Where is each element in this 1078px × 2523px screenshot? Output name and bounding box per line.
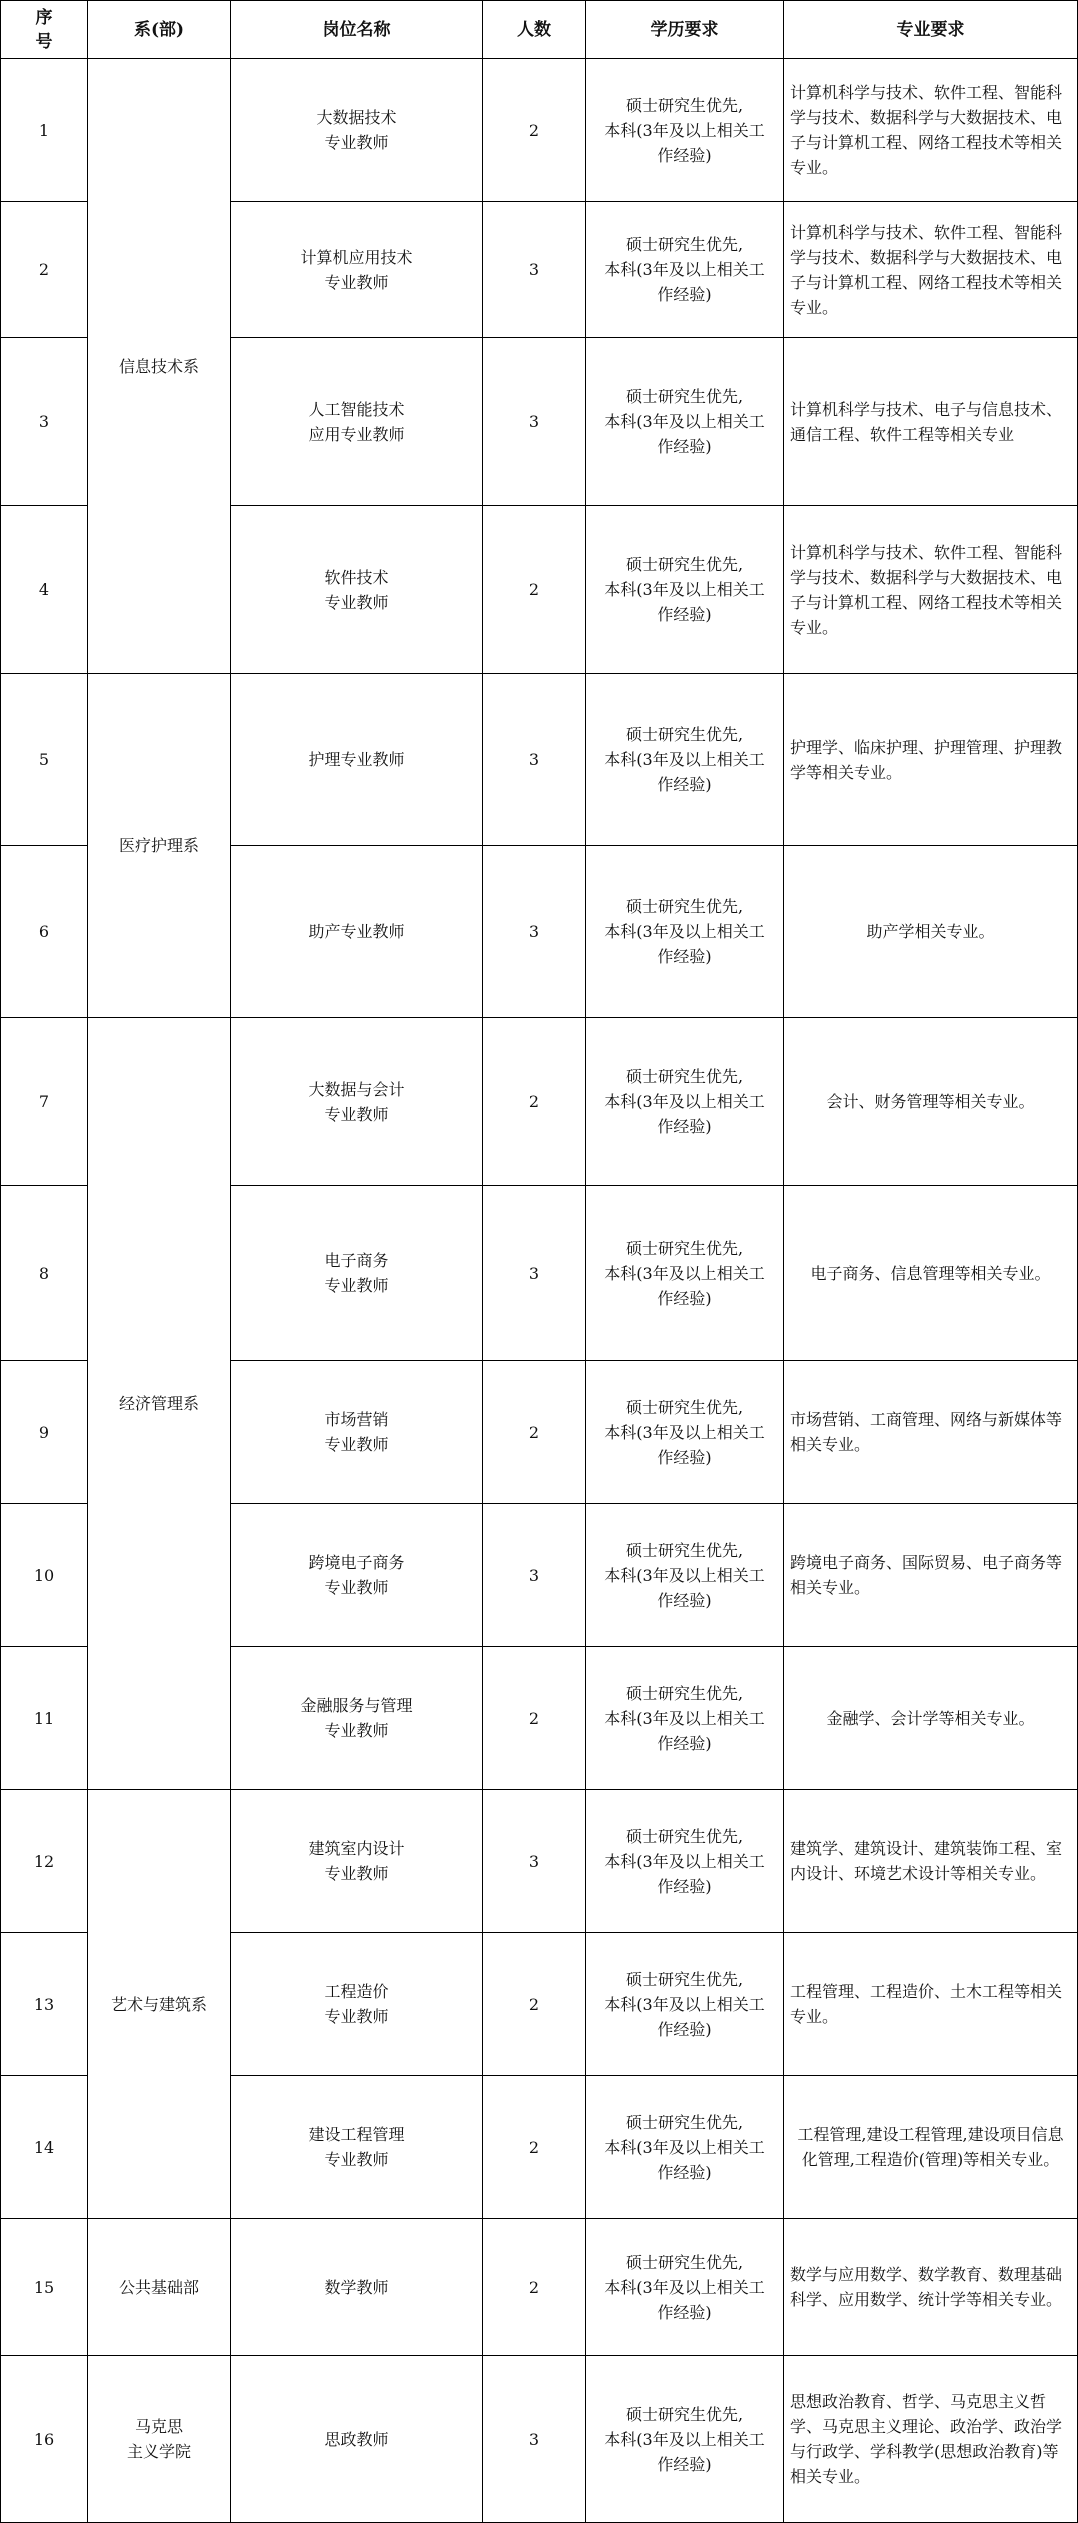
line-text: 作经验) (657, 2162, 712, 2182)
header-major: 专业要求 (784, 1, 1078, 59)
cell-major: 助产学相关专业。 (784, 846, 1078, 1018)
line-text: 硕士研究生优先, (625, 2404, 744, 2424)
cell-seq: 12 (1, 1790, 88, 1933)
line-text: 作经验) (657, 2454, 712, 2474)
cell-major: 工程管理、工程造价、土木工程等相关专业。 (784, 1933, 1078, 2076)
cell-education (586, 2356, 784, 2523)
line-text: 本科(3年及以上相关工 (604, 2429, 765, 2449)
cell-position (231, 846, 483, 1018)
line-text: 本科(3年及以上相关工 (604, 2137, 765, 2157)
cell-seq: 8 (1, 1186, 88, 1361)
line-text: 硕士研究生优先, (625, 1540, 744, 1560)
cell-major: 计算机科学与技术、软件工程、智能科学与技术、数据科学与大数据技术、电子与计算机工程、网络工程技术等相关专业。 (784, 59, 1078, 202)
cell-position (231, 2219, 483, 2356)
cell-education (586, 2219, 784, 2356)
cell-seq: 5 (1, 674, 88, 846)
header-row (1, 1, 1078, 59)
header-seq: 序 号 (1, 1, 88, 59)
line-text: 专业教师 (324, 1578, 389, 1597)
cell-dept (88, 59, 231, 674)
line-text: 专业教师 (324, 2007, 389, 2026)
cell-education (586, 1018, 784, 1186)
cell-seq: 10 (1, 1504, 88, 1647)
cell-count: 3 (483, 202, 586, 338)
line-text: 作经验) (657, 437, 712, 456)
line-text: 作经验) (657, 1590, 712, 1610)
table-row (1, 2219, 1078, 2356)
line-text: 专业教师 (324, 133, 389, 152)
line-text: 硕士研究生优先, (625, 2252, 744, 2272)
line-text: 马克思 (134, 2417, 183, 2436)
header-position: 岗位名称 (231, 1, 483, 59)
line-text: 本科(3年及以上相关工 (604, 2277, 765, 2297)
line-text: 作经验) (657, 775, 712, 794)
cell-seq: 1 (1, 59, 88, 202)
cell-count: 2 (483, 1018, 586, 1186)
table-row (1, 1790, 1078, 1933)
cell-count: 3 (483, 338, 586, 506)
cell-major: 计算机科学与技术、电子与信息技术、通信工程、软件工程等相关专业 (784, 338, 1078, 506)
table-row (1, 674, 1078, 846)
line-text: 作经验) (657, 285, 712, 304)
cell-seq: 9 (1, 1361, 88, 1504)
cell-count: 2 (483, 1647, 586, 1790)
cell-major: 计算机科学与技术、软件工程、智能科学与技术、数据科学与大数据技术、电子与计算机工程、网络工程技术等相关专业。 (784, 506, 1078, 674)
cell-major: 护理学、临床护理、护理管理、护理教学等相关专业。 (784, 674, 1078, 846)
cell-position (231, 2076, 483, 2219)
cell-major: 思想政治教育、哲学、马克思主义哲学、马克思主义理论、政治学、政治学与行政学、学科教学(思想政治教育)等相关专业。 (784, 2356, 1078, 2523)
cell-seq: 11 (1, 1647, 88, 1790)
line-text: 硕士研究生优先, (625, 235, 744, 254)
line-text: 本科(3年及以上相关工 (604, 1851, 765, 1871)
cell-position (231, 1647, 483, 1790)
cell-seq: 15 (1, 2219, 88, 2356)
cell-position (231, 1018, 483, 1186)
table-row (1, 2356, 1078, 2523)
line-text: 市场营销 (324, 1410, 389, 1429)
line-text: 工程造价 (324, 1982, 389, 2001)
line-text: 硕士研究生优先, (625, 1826, 744, 1846)
line-text: 经济管理系 (118, 1394, 199, 1413)
line-text: 作经验) (657, 1733, 712, 1753)
cell-count: 2 (483, 2076, 586, 2219)
line-text: 本科(3年及以上相关工 (604, 1092, 765, 1111)
cell-count: 2 (483, 506, 586, 674)
line-text: 专业教师 (324, 1435, 389, 1454)
line-text: 电子商务 (324, 1251, 389, 1270)
line-text: 硕士研究生优先, (625, 897, 744, 916)
line-text: 专业教师 (324, 1721, 389, 1740)
table-row (1, 59, 1078, 202)
line-text: 硕士研究生优先, (625, 725, 744, 744)
cell-education (586, 338, 784, 506)
cell-count: 2 (483, 59, 586, 202)
line-text: 作经验) (657, 1288, 712, 1308)
line-text: 本科(3年及以上相关工 (604, 922, 765, 941)
cell-dept (88, 1018, 231, 1790)
line-text: 作经验) (657, 1447, 712, 1467)
line-text: 本科(3年及以上相关工 (604, 1708, 765, 1728)
cell-seq: 7 (1, 1018, 88, 1186)
cell-position (231, 59, 483, 202)
line-text: 硕士研究生优先, (625, 1683, 744, 1703)
header-dept: 系(部) (88, 1, 231, 59)
cell-count: 3 (483, 1790, 586, 1933)
cell-education (586, 1361, 784, 1504)
line-text: 艺术与建筑系 (110, 1994, 207, 2014)
line-text: 硕士研究生优先, (625, 1067, 744, 1086)
line-text: 助产专业教师 (308, 922, 405, 941)
cell-seq: 13 (1, 1933, 88, 2076)
cell-seq: 16 (1, 2356, 88, 2523)
cell-position (231, 674, 483, 846)
line-text: 本科(3年及以上相关工 (604, 750, 765, 769)
line-text: 跨境电子商务 (308, 1553, 405, 1572)
cell-count: 2 (483, 2219, 586, 2356)
cell-count: 3 (483, 674, 586, 846)
cell-position (231, 1186, 483, 1361)
cell-education (586, 1186, 784, 1361)
cell-major: 金融学、会计学等相关专业。 (784, 1647, 1078, 1790)
line-text: 作经验) (657, 1117, 712, 1136)
cell-position (231, 1790, 483, 1933)
line-text: 医疗护理系 (118, 836, 199, 855)
cell-position (231, 506, 483, 674)
line-text: 作经验) (657, 1876, 712, 1896)
line-text: 本科(3年及以上相关工 (604, 1263, 765, 1283)
cell-major: 市场营销、工商管理、网络与新媒体等相关专业。 (784, 1361, 1078, 1504)
cell-seq: 3 (1, 338, 88, 506)
line-text: 专业教师 (324, 592, 389, 612)
cell-count: 2 (483, 1361, 586, 1504)
cell-seq: 4 (1, 506, 88, 674)
cell-dept (88, 2356, 231, 2523)
line-text: 专业教师 (324, 2150, 389, 2169)
cell-count: 2 (483, 1933, 586, 2076)
cell-dept (88, 674, 231, 1018)
cell-education (586, 1790, 784, 1933)
line-text: 思政教师 (324, 2429, 389, 2449)
cell-education (586, 674, 784, 846)
cell-education (586, 2076, 784, 2219)
line-text: 专业教师 (324, 1276, 389, 1295)
line-text: 信息技术系 (118, 356, 199, 376)
cell-education (586, 506, 784, 674)
line-text: 护理专业教师 (308, 750, 405, 769)
line-text: 建设工程管理 (308, 2125, 405, 2144)
cell-education (586, 846, 784, 1018)
line-text: 人工智能技术 (308, 399, 405, 419)
header-education: 学历要求 (586, 1, 784, 59)
line-text: 作经验) (657, 947, 712, 966)
cell-seq: 6 (1, 846, 88, 1018)
line-text: 硕士研究生优先, (625, 2112, 744, 2132)
line-text: 主义学院 (126, 2442, 191, 2461)
cell-count: 3 (483, 1186, 586, 1361)
cell-count: 3 (483, 2356, 586, 2523)
cell-education (586, 1647, 784, 1790)
line-text: 硕士研究生优先, (625, 1238, 744, 1258)
line-text: 硕士研究生优先, (625, 1969, 744, 1989)
line-text: 本科(3年及以上相关工 (604, 1422, 765, 1442)
line-text: 硕士研究生优先, (625, 387, 744, 406)
line-text: 计算机应用技术 (300, 247, 413, 267)
cell-count: 3 (483, 846, 586, 1018)
cell-position (231, 202, 483, 338)
line-text: 专业教师 (324, 1864, 389, 1883)
cell-major: 工程管理,建设工程管理,建设项目信息化管理,工程造价(管理)等相关专业。 (784, 2076, 1078, 2219)
line-text: 大数据与会计 (308, 1079, 405, 1099)
line-text: 硕士研究生优先, (625, 555, 744, 574)
cell-major: 数学与应用数学、数学教育、数理基础科学、应用数学、统计学等相关专业。 (784, 2219, 1078, 2356)
line-text: 作经验) (657, 605, 712, 624)
cell-major: 跨境电子商务、国际贸易、电子商务等相关专业。 (784, 1504, 1078, 1647)
cell-education (586, 1504, 784, 1647)
line-text: 软件技术 (324, 567, 389, 587)
line-text: 作经验) (657, 2302, 712, 2322)
line-text: 专业教师 (324, 1104, 389, 1124)
cell-position (231, 1933, 483, 2076)
line-text: 硕士研究生优先, (625, 95, 744, 115)
line-text: 专业教师 (324, 272, 389, 292)
table-body (1, 59, 1078, 2523)
cell-position (231, 1504, 483, 1647)
line-text: 公共基础部 (118, 2277, 199, 2297)
line-text: 作经验) (657, 145, 712, 165)
line-text: 本科(3年及以上相关工 (604, 1994, 765, 2014)
cell-major: 计算机科学与技术、软件工程、智能科学与技术、数据科学与大数据技术、电子与计算机工程、网络工程技术等相关专业。 (784, 202, 1078, 338)
cell-position (231, 2356, 483, 2523)
cell-position (231, 338, 483, 506)
cell-dept (88, 2219, 231, 2356)
cell-dept (88, 1790, 231, 2219)
line-text: 大数据技术 (316, 108, 397, 127)
line-text: 本科(3年及以上相关工 (604, 120, 765, 140)
header-count: 人数 (483, 1, 586, 59)
line-text: 作经验) (657, 2019, 712, 2039)
line-text: 数学教师 (324, 2277, 389, 2297)
cell-major: 会计、财务管理等相关专业。 (784, 1018, 1078, 1186)
cell-position (231, 1361, 483, 1504)
table-row (1, 1018, 1078, 1186)
cell-education (586, 1933, 784, 2076)
cell-seq: 2 (1, 202, 88, 338)
cell-major: 电子商务、信息管理等相关专业。 (784, 1186, 1078, 1361)
line-text: 本科(3年及以上相关工 (604, 412, 765, 431)
line-text: 建筑室内设计 (308, 1839, 405, 1858)
line-text: 硕士研究生优先, (625, 1397, 744, 1417)
cell-major: 建筑学、建筑设计、建筑装饰工程、室内设计、环境艺术设计等相关专业。 (784, 1790, 1078, 1933)
cell-education (586, 59, 784, 202)
line-text: 本科(3年及以上相关工 (604, 1565, 765, 1585)
line-text: 金融服务与管理 (300, 1696, 413, 1715)
cell-education (586, 202, 784, 338)
line-text: 本科(3年及以上相关工 (604, 260, 765, 279)
line-text: 应用专业教师 (308, 424, 405, 444)
cell-seq: 14 (1, 2076, 88, 2219)
cell-count: 3 (483, 1504, 586, 1647)
line-text: 本科(3年及以上相关工 (604, 580, 765, 599)
